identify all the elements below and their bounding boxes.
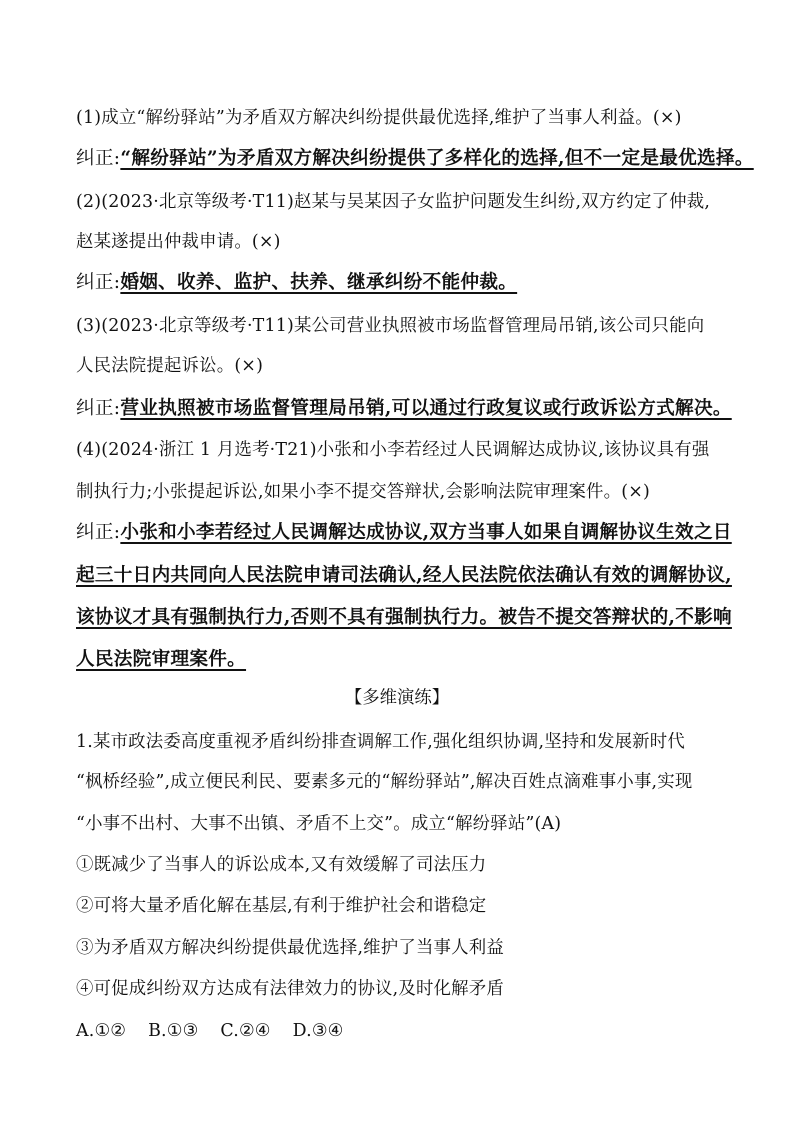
correction-label: 纠正: <box>76 148 121 169</box>
question-stem-line2: “枫桥经验”,成立便民利民、要素多元的“解纷驿站”,解决百姓点滴难事小事,实现 <box>76 772 693 792</box>
correction-text: 营业执照被市场监督管理局吊销,可以通过行政复议或行政诉讼方式解决。 <box>120 398 732 419</box>
question-stem-line1: 1.某市政法委高度重视矛盾纠纷排查调解工作,强化组织协调,坚持和发展新时代 <box>76 732 685 752</box>
statement-2-line2: 赵某遂提出仲裁申请。(×) <box>76 232 281 252</box>
statement-2-line1: (2)(2023·北京等级考·T11)赵某与吴某因子女监护问题发生纠纷,双方约定了仲裁, <box>76 192 711 212</box>
choice-d: D.③④ <box>292 1021 344 1041</box>
correction-4-line4 <box>76 647 246 673</box>
correction-text: 人民法院审理案件。 <box>76 649 247 670</box>
answer-choices <box>76 1019 343 1043</box>
statement-1: (1)成立“解纷驿站”为矛盾双方解决纠纷提供最优选择,维护了当事人利益。(×) <box>76 108 682 128</box>
statement-4-line1: (4)(2024·浙江 1 月选考·T21)小张和小李若经过人民调解达成协议,该协议具有强 <box>76 440 710 460</box>
statement-3-line1: (3)(2023·北京等级考·T11)某公司营业执照被市场监督管理局吊销,该公司只能向 <box>76 316 705 336</box>
correction-1 <box>76 146 754 172</box>
question-stem-line3: “小事不出村、大事不出镇、矛盾不上交”。成立“解纷驿站”(A) <box>76 814 562 834</box>
correction-text: 小张和小李若经过人民调解达成协议,双方当事人如果自调解协议生效之日 <box>120 522 732 543</box>
correction-2 <box>76 270 517 296</box>
correction-label: 纠正: <box>76 522 121 543</box>
choice-b: B.①③ <box>148 1021 199 1041</box>
section-heading: 【多维演练】 <box>344 688 450 708</box>
choice-a: A.①② <box>76 1021 127 1041</box>
correction-label: 纠正: <box>76 272 121 293</box>
correction-text: 起三十日内共同向人民法院申请司法确认,经人民法院依法确认有效的调解协议, <box>76 565 732 586</box>
correction-4-line2 <box>76 563 732 589</box>
option-4: ④可促成纠纷双方达成有法律效力的协议,及时化解矛盾 <box>76 979 504 999</box>
correction-text: 该协议才具有强制执行力,否则不具有强制执行力。被告不提交答辩状的,不影响 <box>76 607 732 628</box>
correction-4-line1 <box>76 520 732 546</box>
correction-text: “解纷驿站”为矛盾双方解决纠纷提供了多样化的选择,但不一定是最优选择。 <box>120 148 754 169</box>
option-2: ②可将大量矛盾化解在基层,有利于维护社会和谐稳定 <box>76 896 487 916</box>
option-3: ③为矛盾双方解决纠纷提供最优选择,维护了当事人利益 <box>76 938 504 958</box>
option-1: ①既减少了当事人的诉讼成本,又有效缓解了司法压力 <box>76 855 487 875</box>
correction-4-line3 <box>76 605 732 631</box>
choice-c: C.②④ <box>220 1021 271 1041</box>
correction-text: 婚姻、收养、监护、扶养、继承纠纷不能仲裁。 <box>120 272 518 293</box>
correction-3 <box>76 396 732 422</box>
statement-4-line2: 制执行力;小张提起诉讼,如果小李不提交答辩状,会影响法院审理案件。(×) <box>76 482 650 502</box>
statement-3-line2: 人民法院提起诉讼。(×) <box>76 356 264 376</box>
correction-label: 纠正: <box>76 398 121 419</box>
